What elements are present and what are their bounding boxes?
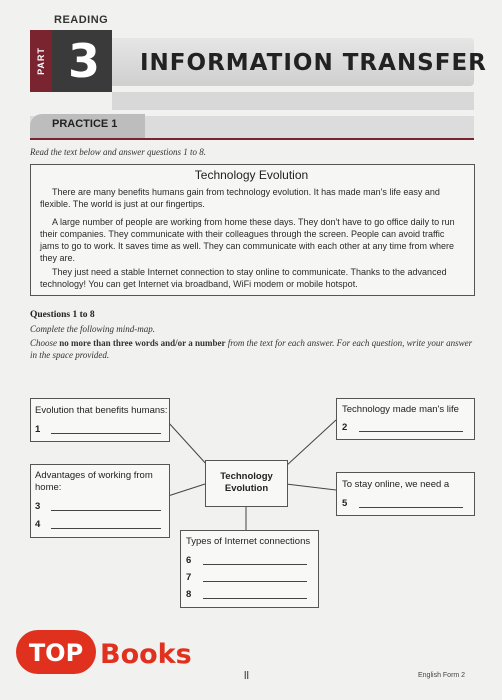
question-number: 3 <box>35 501 41 512</box>
answer-line-1[interactable] <box>51 433 161 434</box>
mind-map-box-advantages <box>30 464 170 538</box>
question-number: 8 <box>186 589 192 600</box>
passage-paragraph: They just need a stable Internet connection to stay online to communicate. Thanks to the advanced technology! You can get Internet via broadband, WiFi modem or mobile hotspot. <box>40 267 447 289</box>
box-label: Types of Internet connections <box>186 536 311 547</box>
passage-paragraph: A large number of people are working from home these days. They don't have to go office daily to run their companies. They communicate with their colleagues through the screen. People can avoid traffic jams to go to work. It saves time as well. They can communicate with each other at any time from where they are. <box>40 217 455 263</box>
answer-line-2[interactable] <box>359 431 463 432</box>
box-label: To stay online, we need a <box>342 479 450 490</box>
connector-line <box>286 420 336 466</box>
mind-map-box-benefits <box>30 398 170 442</box>
topbooks-logo <box>16 626 192 678</box>
footer-text: English Form 2 <box>418 672 466 679</box>
mind-map-center <box>205 460 288 507</box>
answer-line-3[interactable] <box>51 510 161 511</box>
box-label: Advantages of working from home: <box>35 470 153 493</box>
question-number: 1 <box>35 424 41 435</box>
questions-heading: Questions 1 to 8 <box>30 310 95 320</box>
connector-line <box>168 484 205 496</box>
question-number: 4 <box>35 519 41 530</box>
passage-title: Technology Evolution <box>194 168 309 182</box>
question-number: 6 <box>186 555 192 566</box>
connector-line <box>286 484 336 490</box>
questions-instructions: Choose no more than three words and/or a number from the text for each answer. For each question, write your answer in the space provided. <box>30 338 473 360</box>
question-number: 5 <box>342 498 348 509</box>
passage-paragraph: There are many benefits humans gain from technology evolution. It has made man's life easy and flexible. The world is just at our fingertips. <box>40 187 440 209</box>
page-number: ll <box>244 670 249 682</box>
practice-label: PRACTICE 1 <box>52 118 118 130</box>
question-number: 2 <box>342 422 348 433</box>
mind-map-box-online <box>336 472 475 516</box>
center-label: Technology Evolution <box>220 471 273 494</box>
box-label: Evolution that benefits humans: <box>35 405 168 416</box>
mind-map-box-types <box>180 530 319 608</box>
section-label: READING <box>54 14 109 26</box>
question-number: 7 <box>186 572 192 583</box>
part-label: PART <box>36 47 46 75</box>
page-title: INFORMATION TRANSFER <box>140 50 487 76</box>
answer-line-6[interactable] <box>203 564 307 565</box>
part-number: 3 <box>67 34 100 88</box>
connector-line <box>168 422 208 466</box>
answer-line-4[interactable] <box>51 528 161 529</box>
logo-text-top: TOP <box>28 639 84 667</box>
answer-line-8[interactable] <box>203 598 307 599</box>
box-label: Technology made man's life <box>342 404 459 415</box>
answer-line-7[interactable] <box>203 581 307 582</box>
mind-map-box-easy <box>336 398 475 440</box>
questions-task: Complete the following mind-map. <box>30 324 155 334</box>
instructions: Read the text below and answer questions 1 to 8. <box>30 147 206 157</box>
logo-text-books: Books <box>100 639 192 670</box>
answer-line-5[interactable] <box>359 507 463 508</box>
